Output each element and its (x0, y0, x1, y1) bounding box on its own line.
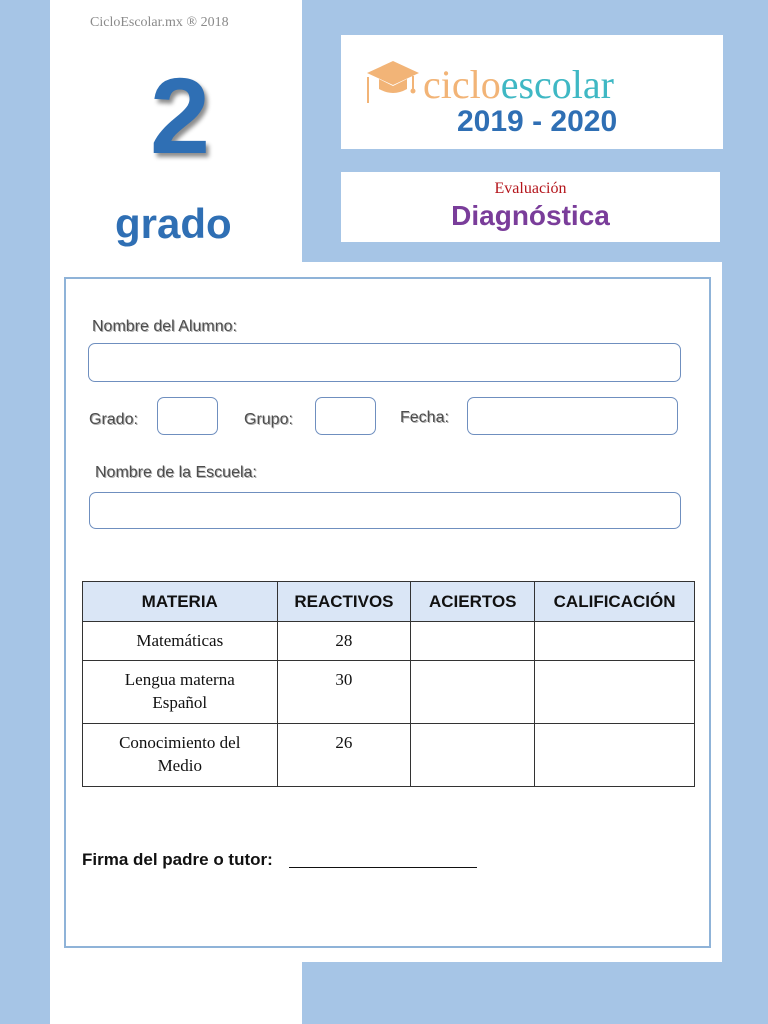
reactivos-cell: 28 (277, 622, 411, 661)
reactivos-cell: 30 (277, 661, 411, 724)
materia-cell (83, 622, 278, 661)
materia-line: Conocimiento del (119, 733, 241, 752)
student-name-field[interactable] (88, 343, 681, 382)
evaluation-box (341, 172, 720, 242)
grades-table (82, 581, 695, 787)
date-field[interactable] (467, 397, 678, 435)
materia-line: Español (152, 692, 208, 712)
graduation-cap-icon (365, 55, 421, 105)
group-field[interactable] (315, 397, 376, 435)
materia-line: Matemáticas (136, 631, 224, 650)
grade-word: grado (115, 200, 232, 247)
evaluation-type: Diagnóstica (451, 200, 610, 231)
materia-line: Lengua materna (124, 670, 235, 689)
school-name-field[interactable] (89, 492, 681, 529)
grade-field[interactable] (157, 397, 218, 435)
student-name-label: Nombre del Alumno: (92, 318, 237, 335)
signature-label: Firma del padre o tutor: (82, 850, 273, 869)
header-materia: MATERIA (83, 582, 278, 622)
materia-cell (83, 724, 278, 787)
header-aciertos: ACIERTOS (411, 582, 535, 622)
calificacion-cell[interactable] (535, 661, 695, 724)
table-row (83, 724, 695, 787)
copyright-text: CicloEscolar.mx ® 2018 (90, 15, 229, 30)
aciertos-cell[interactable] (411, 724, 535, 787)
calificacion-cell[interactable] (535, 622, 695, 661)
evaluation-label: Evaluación (494, 180, 567, 197)
aciertos-cell[interactable] (411, 622, 535, 661)
brand-name-part2: escolar (500, 62, 614, 107)
brand-logo (365, 55, 614, 105)
group-label: Grupo: (244, 411, 293, 428)
table-row (83, 661, 695, 724)
school-name-label: Nombre de la Escuela: (95, 464, 257, 481)
date-label: Fecha: (400, 409, 449, 426)
header-reactivos: REACTIVOS (277, 582, 411, 622)
calificacion-cell[interactable] (535, 724, 695, 787)
brand-name-part1: ciclo (423, 62, 501, 107)
table-row (83, 622, 695, 661)
reactivos-cell: 26 (277, 724, 411, 787)
grade-label: Grado: (89, 411, 138, 428)
table-header-row (83, 582, 695, 622)
school-year: 2019 - 2020 (457, 105, 618, 138)
materia-line: Medio (157, 755, 202, 775)
signature-line[interactable] (289, 867, 477, 868)
header-calificacion: CALIFICACIÓN (535, 582, 695, 622)
brand-box (341, 35, 723, 149)
aciertos-cell[interactable] (411, 661, 535, 724)
materia-cell (83, 661, 278, 724)
grade-number: 2 (149, 55, 211, 176)
